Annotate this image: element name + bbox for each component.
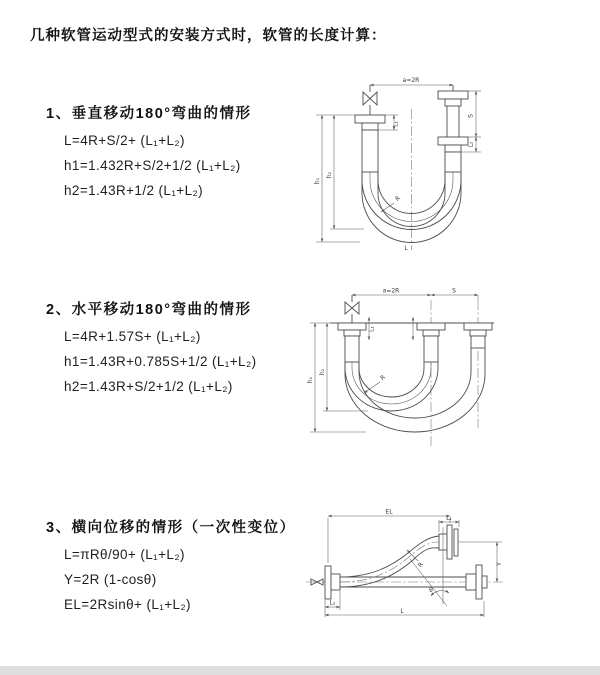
section-2-heading: 2、水平移动180°弯曲的情形 (46, 302, 252, 318)
diagram-lateral-displacement (298, 503, 598, 653)
section-2 (46, 298, 308, 394)
length-label: L (404, 245, 408, 252)
dim-label-a2r: a=2R (402, 77, 420, 84)
section-3-heading: 3、横向位移的情形（一次性变位） (46, 520, 296, 536)
dim-label-h2: h₂ (319, 368, 326, 376)
formula-y: Y=2R (1-cosθ) (64, 572, 157, 587)
angle-label: θ (429, 587, 433, 594)
formula-l: L=πRθ/90+ (L₁+L₂) (64, 547, 185, 562)
dim-label-h1: h₁ (307, 376, 314, 384)
dim-label-l1: L₁ (368, 326, 376, 332)
dim-label-h2: h₂ (326, 171, 333, 179)
section-1 (46, 102, 308, 198)
dim-label-l1: L₁ (446, 515, 452, 522)
dim-label-l1: L₁ (392, 121, 400, 127)
formula-h1: h1=1.43R+0.785S+1/2 (L₁+L₂) (64, 354, 257, 369)
dimensions (310, 295, 478, 432)
formula-l: L=4R+S/2+ (L₁+L₂) (64, 133, 185, 148)
page-title: 几种软管运动型式的安装方式时，软管的长度计算： (30, 28, 387, 44)
diagram-vertical-180-bend (300, 63, 590, 253)
hose-assembly (325, 525, 487, 599)
dim-label-s: S (452, 287, 456, 295)
formula-h2: h2=1.43R+1/2 (L₁+L₂) (64, 183, 204, 198)
dim-label-s: S (467, 114, 475, 118)
radius-label: R (394, 194, 402, 203)
section-1-heading: 1、垂直移动180°弯曲的情形 (46, 106, 252, 122)
radius-label: R (379, 373, 387, 382)
formula-h1: h1=1.432R+S/2+1/2 (L₁+L₂) (64, 158, 241, 173)
length-label: L (400, 608, 404, 615)
dim-label-a2r: a=2R (382, 287, 400, 295)
dim-label-l2: L₂ (329, 599, 336, 607)
dim-label-y: Y (496, 562, 503, 566)
valve-icon (363, 92, 377, 105)
dim-label-h1: h₁ (314, 177, 321, 185)
formula-h2: h2=1.43R+S/2+1/2 (L₁+L₂) (64, 379, 233, 394)
page-bottom-edge (0, 666, 600, 675)
formula-l: L=4R+1.57S+ (L₁+L₂) (64, 329, 201, 344)
valve-icon (345, 302, 359, 314)
diagram-horizontal-180-bend (296, 280, 596, 460)
hose-assembly (330, 295, 494, 432)
formula-el: EL=2Rsinθ+ (L₁+L₂) (64, 597, 191, 612)
dimensions (325, 516, 502, 617)
section-3 (46, 516, 308, 612)
dim-label-l2: L₂ (467, 141, 475, 148)
dim-label-el: EL (385, 508, 393, 516)
radius-label: R (416, 561, 425, 569)
